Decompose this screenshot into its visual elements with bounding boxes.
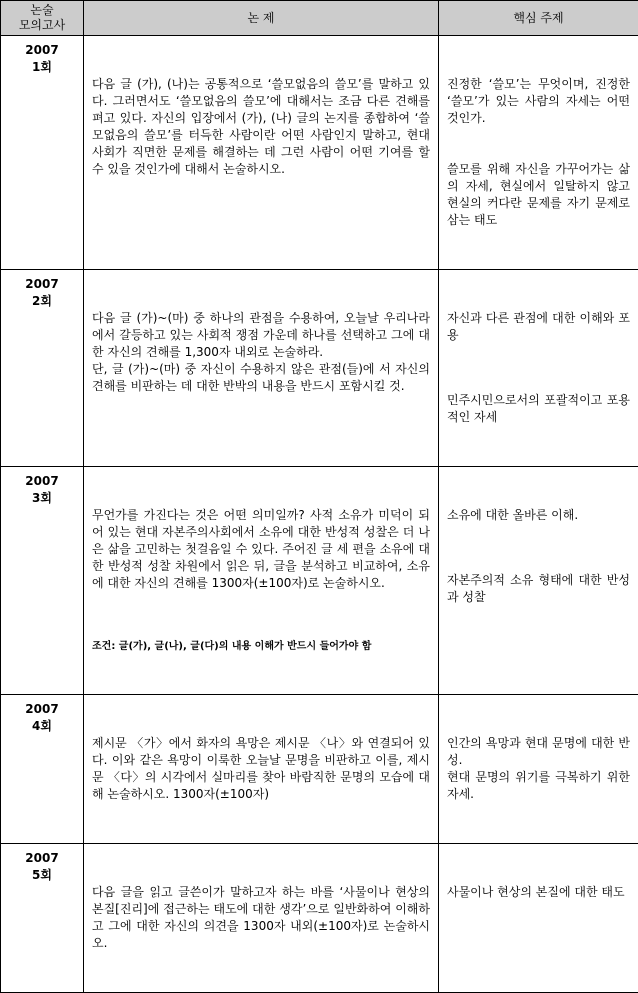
exam-round-cell [1,695,84,844]
subject-cell [84,270,439,467]
exam-round-cell [1,36,84,270]
core-theme-cell [439,36,638,270]
core-theme-text: 쓸모를 위해 자신을 가꾸어가는 삶의 자세, 현실에서 일탈하지 않고 현실의 커다란 문제를 자기 문제로 삼는 태도 [447,161,630,229]
header-core-theme: 핵심 주제 [439,1,638,36]
exam-round: 1회 [3,59,81,76]
core-theme-cell [439,844,638,993]
condition-note: 조건: 글(가), 글(나), 글(다)의 내용 이해가 반드시 들어가야 함 [92,640,430,654]
core-theme-text: 소유에 대한 올바른 이해. [447,507,630,524]
subject-text: 제시문 〈가〉에서 화자의 욕망은 제시문 〈나〉와 연결되어 있다. 이와 같은 욕망이 이룩한 오늘날 문명을 비판하고 이를, 제시문 〈다〉의 시각에서 실마리를 찾아 바람직한 문명의 모습에 대해 논술하시오. 1300자(±100자) [92,735,430,803]
table-row [1,467,638,695]
core-theme-cell [439,270,638,467]
core-theme-cell [439,695,638,844]
table-row [1,270,638,467]
exam-year: 2007 [3,42,81,59]
subject-text: 다음 글을 읽고 글쓴이가 말하고자 하는 바를 ‘사물이나 현상의 본질[진리]에 접근하는 태도에 대한 생각’으로 일반화하여 이해하고 그에 대한 자신의 의견을 1300자 내외(±100자)로 논술하시오. [92,884,430,952]
exam-year: 2007 [3,276,81,293]
core-theme-text: 진정한 ‘쓸모’는 무엇이며, 진정한 ‘쓸모’가 있는 사람의 자세는 어떤 것인가. [447,76,630,127]
exam-round: 3회 [3,490,81,507]
core-theme-cell [439,467,638,695]
exam-round-cell [1,467,84,695]
header-subject: 논 제 [84,1,439,36]
subject-text: 다음 글 (가)~(마) 중 하나의 관점을 수용하여, 오늘날 우리나라에서 갈등하고 있는 사회적 쟁점 가운데 하나를 선택하고 그에 대한 자신의 견해를 1,300자 내외로 논술하라. 단, 글 (가)~(마) 중 자신이 수용하지 않은 관점(들)에 서 자신의 견해를 비판하는 데 대한 반박의 내용을 반드시 포함시킬 것. [92,310,430,395]
core-theme-text: 인간의 욕망과 현대 문명에 대한 반성. 현대 문명의 위기를 극복하기 위한 자세. [447,735,630,803]
exam-year: 2007 [3,701,81,718]
subject-cell [84,844,439,993]
table-row [1,695,638,844]
header-exam-round: 논술 모의고사 [1,1,84,36]
exam-round-cell [1,844,84,993]
exam-round: 2회 [3,293,81,310]
exam-year: 2007 [3,850,81,867]
exam-round: 4회 [3,718,81,735]
subject-cell [84,695,439,844]
table-row [1,36,638,270]
exam-year: 2007 [3,473,81,490]
subject-text: 다음 글 (가), (나)는 공통적으로 ‘쓸모없음의 쓸모’를 말하고 있다. 그러면서도 ‘쓸모없음의 쓸모’에 대해서는 조금 다른 견해를 펴고 있다. 자신의 입장에서 (가), (나) 글의 논지를 종합하여 ‘쓸모없음의 쓸모’를 터득한 사람이란 어떤 사람인지 말하고, 현대 사회가 직면한 문제를 해결하는 데 그런 사람이 어떤 기여를 할 수 있을 것인가에 대해서 논술하시오. [92,76,430,178]
table-header-row [1,1,638,36]
core-theme-text: 자신과 다른 관점에 대한 이해와 포용 [447,310,630,344]
core-theme-text: 자본주의적 소유 형태에 대한 반성과 성찰 [447,572,630,606]
core-theme-text: 사물이나 현상의 본질에 대한 태도 [447,884,630,901]
subject-text: 무언가를 가진다는 것은 어떤 의미일까? 사적 소유가 미덕이 되어 있는 현대 자본주의사회에서 소유에 대한 반성적 성찰은 더 나은 삶을 고민하는 첫걸음일 수 있다. 주어진 글 세 편을 소유에 대한 반성적 성찰 차원에서 읽은 뒤, 글을 분석하고 비교하여, 소유에 대한 자신의 견해를 1300자(±100자)로 논술하시오. [92,507,430,592]
subject-cell [84,36,439,270]
subject-cell [84,467,439,695]
exam-round-cell [1,270,84,467]
exam-round: 5회 [3,867,81,884]
table-row [1,844,638,993]
core-theme-text: 민주시민으로서의 포괄적이고 포용적인 자세 [447,392,630,426]
